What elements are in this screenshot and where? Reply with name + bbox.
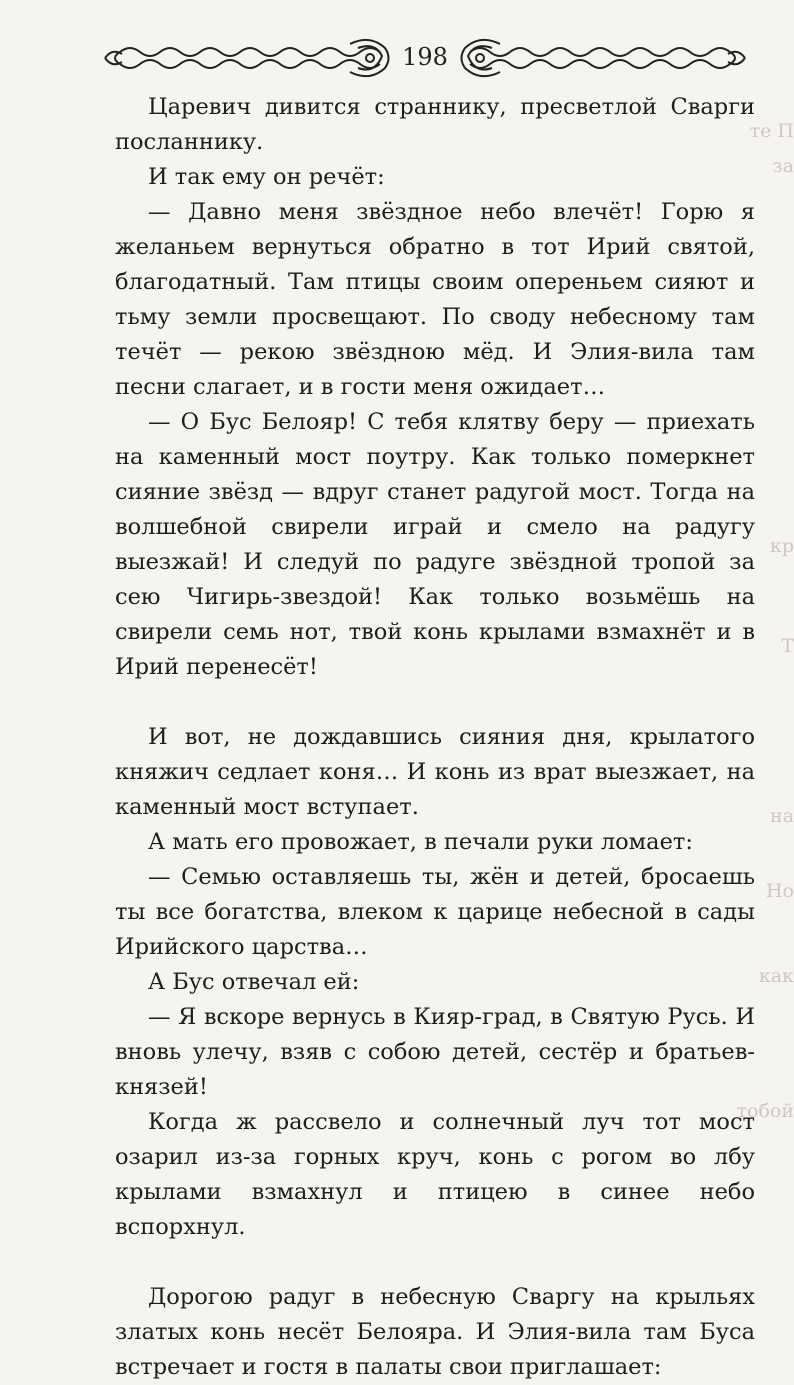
show-through-text: те П	[750, 120, 794, 142]
show-through-text: за	[772, 155, 794, 177]
paragraph: — Я вскоре вернусь в Кияр-град, в Святую Русь. И вновь улечу, взяв с собою детей, сестёр и братьев-князей!	[115, 1000, 755, 1105]
paragraph: И так ему он речёт:	[115, 160, 755, 195]
show-through-text: Т	[781, 635, 794, 657]
show-through-text: тобой	[737, 1100, 794, 1122]
paragraph: Царевич дивится страннику, пресветлой Сварги посланнику.	[115, 90, 755, 160]
page-number: 198	[395, 42, 455, 72]
paragraph: И вот, не дождавшись сияния дня, крылатого княжич седлает коня… И конь из врат выезжает, на каменный мост вступает.	[115, 720, 755, 825]
paragraph: — Семью оставляешь ты, жён и детей, бросаешь ты все богатства, влеком к царице небесной в сады Ирийского царства…	[115, 860, 755, 965]
paragraph: — О Бус Белояр! С тебя клятву беру — приехать на каменный мост поутру. Как только померкнет сияние звёзд — вдруг станет радугой мост. Тогда на волшебной свирели играй и смело на радугу выезжай! И следуй по радуге звёздной тропой за сею Чигирь-звездой! Как только возьмёшь на свирели семь нот, твой конь крылами взмахнёт и в Ирий перенесёт!	[115, 405, 755, 685]
show-through-text: на	[770, 805, 794, 827]
paragraph: Дорогою радуг в небесную Сваргу на крыльях златых конь несёт Белояра. И Элия-вила там Буса встречает и гостя в палаты свои приглашает:	[115, 1280, 755, 1385]
show-through-text: Но	[766, 880, 794, 902]
show-through-text: кр	[770, 535, 794, 557]
page-header	[100, 30, 750, 88]
page-text	[115, 90, 755, 1385]
paragraph: А Бус отвечал ей:	[115, 965, 755, 1000]
paragraph: — Давно меня звёздное небо влечёт! Горю я желаньем вернуться обратно в тот Ирий святой, благодатный. Там птицы своим опереньем сияют и тьму земли просвещают. По своду небесному там течёт — рекою звёздною мёд. И Элия-вила там песни слагает, и в гости меня ожидает…	[115, 195, 755, 405]
paragraph: А мать его провожает, в печали руки ломает:	[115, 825, 755, 860]
paragraph: Когда ж рассвело и солнечный луч тот мост озарил из-за горных круч, конь с рогом во лбу крылами взмахнул и птицею в синее небо вспорхнул.	[115, 1105, 755, 1245]
show-through-text: как	[759, 965, 794, 987]
